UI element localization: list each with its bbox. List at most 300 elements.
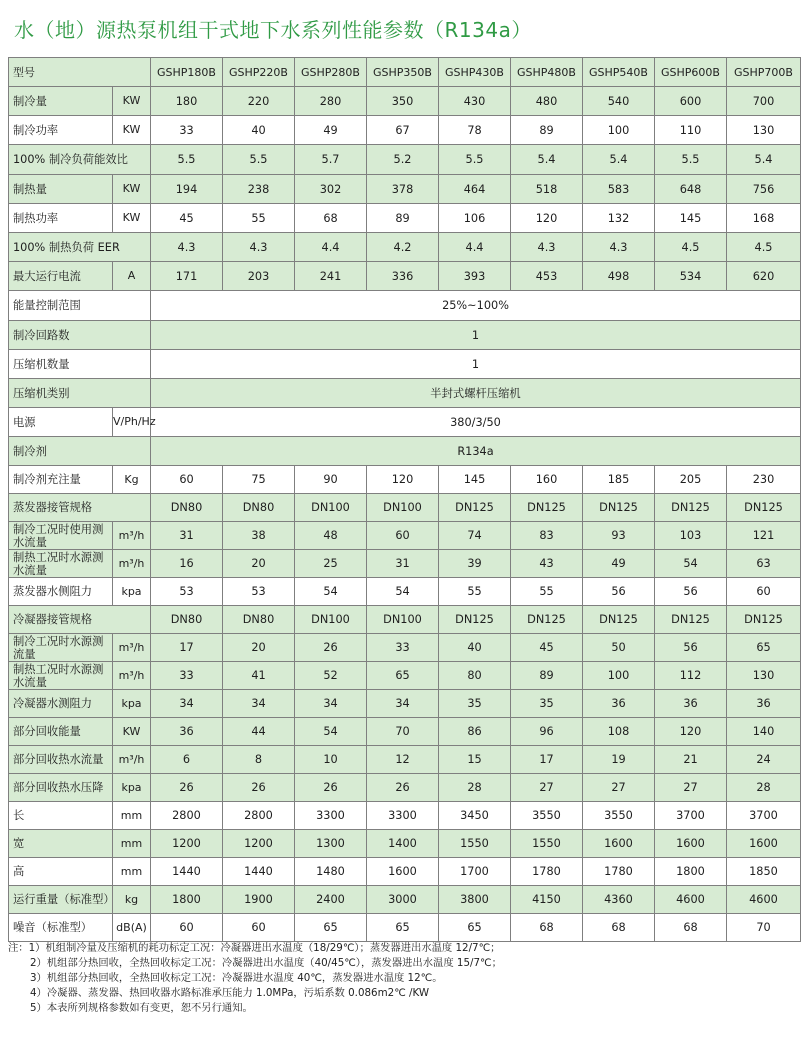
table-row [9,914,801,942]
row-value: 54 [367,578,439,606]
header-model-5: GSHP480B [511,58,583,87]
row-value: 171 [151,262,223,291]
row-value: 89 [511,116,583,145]
row-value: 36 [655,690,727,718]
row-value: 3550 [583,802,655,830]
row-value: 5.5 [151,145,223,175]
row-unit: mm [113,802,151,830]
row-value: 3550 [511,802,583,830]
row-value: DN80 [151,494,223,522]
row-value: 39 [439,550,511,578]
header-model-4: GSHP430B [439,58,511,87]
row-value: 230 [727,466,801,494]
row-label: 部分回收热水压降 [9,774,113,802]
row-value: 1440 [151,858,223,886]
row-value: 3700 [655,802,727,830]
row-label: 压缩机数量 [9,350,151,379]
row-unit: kpa [113,690,151,718]
row-value: 185 [583,466,655,494]
row-value: 4.4 [439,233,511,262]
row-value: 480 [511,87,583,116]
row-label: 制热工况时水源测水流量 [9,662,113,690]
row-value: 40 [439,634,511,662]
row-value: 43 [511,550,583,578]
row-value: 5.4 [511,145,583,175]
row-value: 70 [727,914,801,942]
row-value: 1780 [511,858,583,886]
row-value: 45 [511,634,583,662]
table-row [9,175,801,204]
row-value: DN125 [727,494,801,522]
row-value: DN125 [727,606,801,634]
row-value: 4.2 [367,233,439,262]
row-value: 65 [727,634,801,662]
row-value: 3000 [367,886,439,914]
footnote-3: 3）机组部分热回收，全热回收标定工况：冷凝器进水温度 40℃，蒸发器进水温度 12℃。 [30,972,443,984]
row-value: 12 [367,746,439,774]
row-value: 518 [511,175,583,204]
row-value: 34 [367,690,439,718]
row-value: 180 [151,87,223,116]
row-value: DN125 [439,494,511,522]
row-label: 压缩机类别 [9,379,151,408]
row-value: DN125 [511,606,583,634]
row-unit: m³/h [113,550,151,578]
row-label: 部分回收能量 [9,718,113,746]
row-value: 55 [223,204,295,233]
row-value: 31 [367,550,439,578]
row-value: 17 [151,634,223,662]
row-value: 4.3 [583,233,655,262]
row-value: 5.5 [655,145,727,175]
row-value: 600 [655,87,727,116]
row-value: 40 [223,116,295,145]
row-value: 130 [727,662,801,690]
row-value: 1400 [367,830,439,858]
row-value: DN125 [583,606,655,634]
row-label: 能量控制范围 [9,291,151,321]
header-model-6: GSHP540B [583,58,655,87]
table-row [9,87,801,116]
row-value: 121 [727,522,801,550]
row-unit: kg [113,886,151,914]
row-value: 53 [151,578,223,606]
row-value: 350 [367,87,439,116]
table-row [9,662,801,690]
row-value: 1600 [727,830,801,858]
row-label: 制热功率 [9,204,113,233]
table-row [9,145,801,175]
row-value: 464 [439,175,511,204]
row-value: 534 [655,262,727,291]
row-value: 36 [151,718,223,746]
row-unit: mm [113,858,151,886]
row-value: 15 [439,746,511,774]
row-value: 100 [583,116,655,145]
row-unit: KW [113,175,151,204]
row-value: 5.5 [223,145,295,175]
row-value: 4.5 [727,233,801,262]
header-model-0: GSHP180B [151,58,223,87]
row-value: 378 [367,175,439,204]
row-value: DN100 [295,606,367,634]
row-unit: kpa [113,774,151,802]
row-value: 27 [583,774,655,802]
row-value: 21 [655,746,727,774]
row-label: 运行重量（标准型） [9,886,113,914]
row-value: 36 [583,690,655,718]
row-value: 220 [223,87,295,116]
table-row [9,858,801,886]
row-value: 25 [295,550,367,578]
row-value: DN100 [295,494,367,522]
row-value: 34 [151,690,223,718]
row-value: 620 [727,262,801,291]
row-value: 86 [439,718,511,746]
row-value: 65 [439,914,511,942]
row-value: 4.3 [511,233,583,262]
row-value: 302 [295,175,367,204]
spec-table-container [8,57,792,942]
row-value-merged: 380/3/50 [151,408,801,437]
row-label: 长 [9,802,113,830]
row-value: 3450 [439,802,511,830]
row-value: 49 [583,550,655,578]
row-value: 35 [511,690,583,718]
row-value: 4150 [511,886,583,914]
row-unit: V/Ph/Hz [113,408,151,437]
row-value: 26 [295,774,367,802]
row-value: 56 [655,578,727,606]
row-value: 4.3 [223,233,295,262]
row-value: 5.7 [295,145,367,175]
table-row [9,262,801,291]
row-value: 700 [727,87,801,116]
table-row [9,802,801,830]
row-value: 33 [151,662,223,690]
row-value: 280 [295,87,367,116]
row-value: 67 [367,116,439,145]
row-value: 336 [367,262,439,291]
row-value: 41 [223,662,295,690]
row-value: 194 [151,175,223,204]
row-value: 68 [655,914,727,942]
row-label: 最大运行电流 [9,262,113,291]
table-row [9,522,801,550]
table-row [9,550,801,578]
row-value: DN125 [655,494,727,522]
spec-table [8,57,801,942]
row-value: 83 [511,522,583,550]
row-value: 453 [511,262,583,291]
row-unit: dB(A) [113,914,151,942]
row-value: 26 [151,774,223,802]
row-value: 33 [367,634,439,662]
row-value: 68 [295,204,367,233]
row-label: 制热量 [9,175,113,204]
row-value-merged: 25%~100% [151,291,801,321]
row-value: 31 [151,522,223,550]
row-label: 蒸发器接管规格 [9,494,151,522]
row-value: 4.5 [655,233,727,262]
row-label: 噪音（标准型） [9,914,113,942]
row-label: 制冷工况时水源测流量 [9,634,113,662]
row-label: 100% 制热负荷 EER [9,233,151,262]
row-value: 34 [223,690,295,718]
row-value: 1550 [439,830,511,858]
row-value: 2400 [295,886,367,914]
row-value: 89 [511,662,583,690]
row-value: 26 [295,634,367,662]
header-model-2: GSHP280B [295,58,367,87]
row-value: 49 [295,116,367,145]
row-unit: m³/h [113,662,151,690]
row-value: 1200 [151,830,223,858]
row-value: DN80 [223,494,295,522]
row-value: 1780 [583,858,655,886]
table-header-row [9,58,801,87]
row-value: 74 [439,522,511,550]
row-value: 90 [295,466,367,494]
row-value: 45 [151,204,223,233]
row-value: 8 [223,746,295,774]
row-value: 120 [655,718,727,746]
row-value: 10 [295,746,367,774]
row-label: 冷凝器水测阻力 [9,690,113,718]
row-label: 制冷功率 [9,116,113,145]
row-value: 55 [439,578,511,606]
row-unit: mm [113,830,151,858]
row-value: 55 [511,578,583,606]
row-value: 60 [223,914,295,942]
row-value: 65 [367,914,439,942]
row-value: 100 [583,662,655,690]
row-value: 5.4 [727,145,801,175]
row-value: 5.4 [583,145,655,175]
table-row [9,690,801,718]
table-row [9,204,801,233]
row-value: 4600 [727,886,801,914]
row-value: 1300 [295,830,367,858]
row-value: 1600 [367,858,439,886]
row-value: DN125 [439,606,511,634]
row-value: DN80 [151,606,223,634]
row-value: 4360 [583,886,655,914]
row-value: 1200 [223,830,295,858]
row-value: 1900 [223,886,295,914]
row-value: 1700 [439,858,511,886]
row-value: DN100 [367,606,439,634]
row-value: 393 [439,262,511,291]
row-label: 制冷剂充注量 [9,466,113,494]
row-value-merged: 1 [151,321,801,350]
row-value: 205 [655,466,727,494]
row-unit: m³/h [113,522,151,550]
row-value: 1800 [151,886,223,914]
row-label: 制冷回路数 [9,321,151,350]
row-label: 电源 [9,408,113,437]
row-value: 53 [223,578,295,606]
row-value: 583 [583,175,655,204]
row-value: 498 [583,262,655,291]
row-value: 6 [151,746,223,774]
row-unit: KW [113,718,151,746]
row-value: 1800 [655,858,727,886]
row-value: 5.2 [367,145,439,175]
row-value: 80 [439,662,511,690]
row-value: 60 [151,914,223,942]
row-label: 高 [9,858,113,886]
row-value: 20 [223,634,295,662]
row-value: 96 [511,718,583,746]
row-value: 160 [511,466,583,494]
row-value: DN100 [367,494,439,522]
row-value: 3300 [295,802,367,830]
row-label: 制冷剂 [9,437,151,466]
row-value: 63 [727,550,801,578]
row-value: 1480 [295,858,367,886]
row-value: 2800 [151,802,223,830]
header-model-7: GSHP600B [655,58,727,87]
row-label: 冷凝器接管规格 [9,606,151,634]
row-unit: kpa [113,578,151,606]
row-value: 35 [439,690,511,718]
row-value: 60 [151,466,223,494]
row-unit: KW [113,116,151,145]
row-value: 108 [583,718,655,746]
table-row [9,291,801,321]
table-row [9,634,801,662]
row-value: 3300 [367,802,439,830]
row-value: 50 [583,634,655,662]
row-value: DN125 [655,606,727,634]
row-value: 17 [511,746,583,774]
row-label: 宽 [9,830,113,858]
row-value: 28 [727,774,801,802]
table-row [9,116,801,145]
row-value: 36 [727,690,801,718]
row-label: 制冷量 [9,87,113,116]
table-row [9,379,801,408]
row-value: 26 [367,774,439,802]
row-unit: Kg [113,466,151,494]
table-row [9,746,801,774]
row-value: 132 [583,204,655,233]
row-value: 1600 [583,830,655,858]
footnote-5: 5）本表所列规格参数如有变更，恕不另行通知。 [30,1002,253,1014]
row-value: 106 [439,204,511,233]
table-row [9,233,801,262]
row-value: 756 [727,175,801,204]
row-value: 68 [511,914,583,942]
footnote-2: 2）机组部分热回收，全热回收标定工况：冷凝器进出水温度（40/45℃），蒸发器进出水温度 15/7℃； [30,957,502,969]
row-unit: KW [113,87,151,116]
row-value: 75 [223,466,295,494]
row-value: 430 [439,87,511,116]
row-value: 28 [439,774,511,802]
row-value: DN80 [223,606,295,634]
row-unit: m³/h [113,634,151,662]
row-value: DN125 [511,494,583,522]
row-label: 100% 制冷负荷能效比 [9,145,151,175]
row-value: 4.4 [295,233,367,262]
row-value: 110 [655,116,727,145]
row-value: 33 [151,116,223,145]
row-value: 120 [367,466,439,494]
table-row [9,350,801,379]
row-value: 1850 [727,858,801,886]
header-model-3: GSHP350B [367,58,439,87]
table-row [9,408,801,437]
table-row [9,494,801,522]
row-value: 241 [295,262,367,291]
table-row [9,886,801,914]
table-row [9,718,801,746]
row-value: 54 [295,578,367,606]
row-value: 103 [655,522,727,550]
row-value-merged: 半封式螺杆压缩机 [151,379,801,408]
row-value: 24 [727,746,801,774]
row-value: 48 [295,522,367,550]
row-unit: m³/h [113,746,151,774]
row-value: 56 [655,634,727,662]
row-value: 5.5 [439,145,511,175]
header-model-1: GSHP220B [223,58,295,87]
row-value: 4600 [655,886,727,914]
row-value: 26 [223,774,295,802]
row-value: 65 [367,662,439,690]
row-value: 145 [439,466,511,494]
row-value-merged: R134a [151,437,801,466]
table-row [9,437,801,466]
row-value: 4.3 [151,233,223,262]
row-label: 部分回收热水流量 [9,746,113,774]
table-row [9,606,801,634]
row-value: 19 [583,746,655,774]
table-row [9,578,801,606]
row-value: 130 [727,116,801,145]
row-value: 38 [223,522,295,550]
row-label: 制热工况时水源测水流量 [9,550,113,578]
row-value: 168 [727,204,801,233]
row-value: 78 [439,116,511,145]
header-model-label: 型号 [9,58,151,87]
row-value: 89 [367,204,439,233]
row-value: 52 [295,662,367,690]
row-value: 34 [295,690,367,718]
header-model-8: GSHP700B [727,58,801,87]
row-value: 203 [223,262,295,291]
row-value: 70 [367,718,439,746]
row-value: 27 [655,774,727,802]
row-value-merged: 1 [151,350,801,379]
row-value: DN125 [583,494,655,522]
row-value: 54 [655,550,727,578]
row-value: 648 [655,175,727,204]
footnote-4: 4）冷凝器、蒸发器、热回收器水路标准承压能力 1.0MPa，污垢系数 0.086m2℃ /KW [30,987,430,999]
footnotes [8,941,792,1016]
footnote-1: 注：1）机组制冷量及压缩机的耗功标定工况：冷凝器进出水温度（18/29℃）；蒸发器进出水温度 12/7℃； [8,942,501,954]
row-value: 2800 [223,802,295,830]
row-value: 56 [583,578,655,606]
row-value: 1600 [655,830,727,858]
row-value: 1440 [223,858,295,886]
page-title: 水（地）源热泵机组干式地下水系列性能参数（R134a） [14,18,532,42]
row-value: 112 [655,662,727,690]
row-value: 540 [583,87,655,116]
row-value: 60 [727,578,801,606]
row-value: 54 [295,718,367,746]
